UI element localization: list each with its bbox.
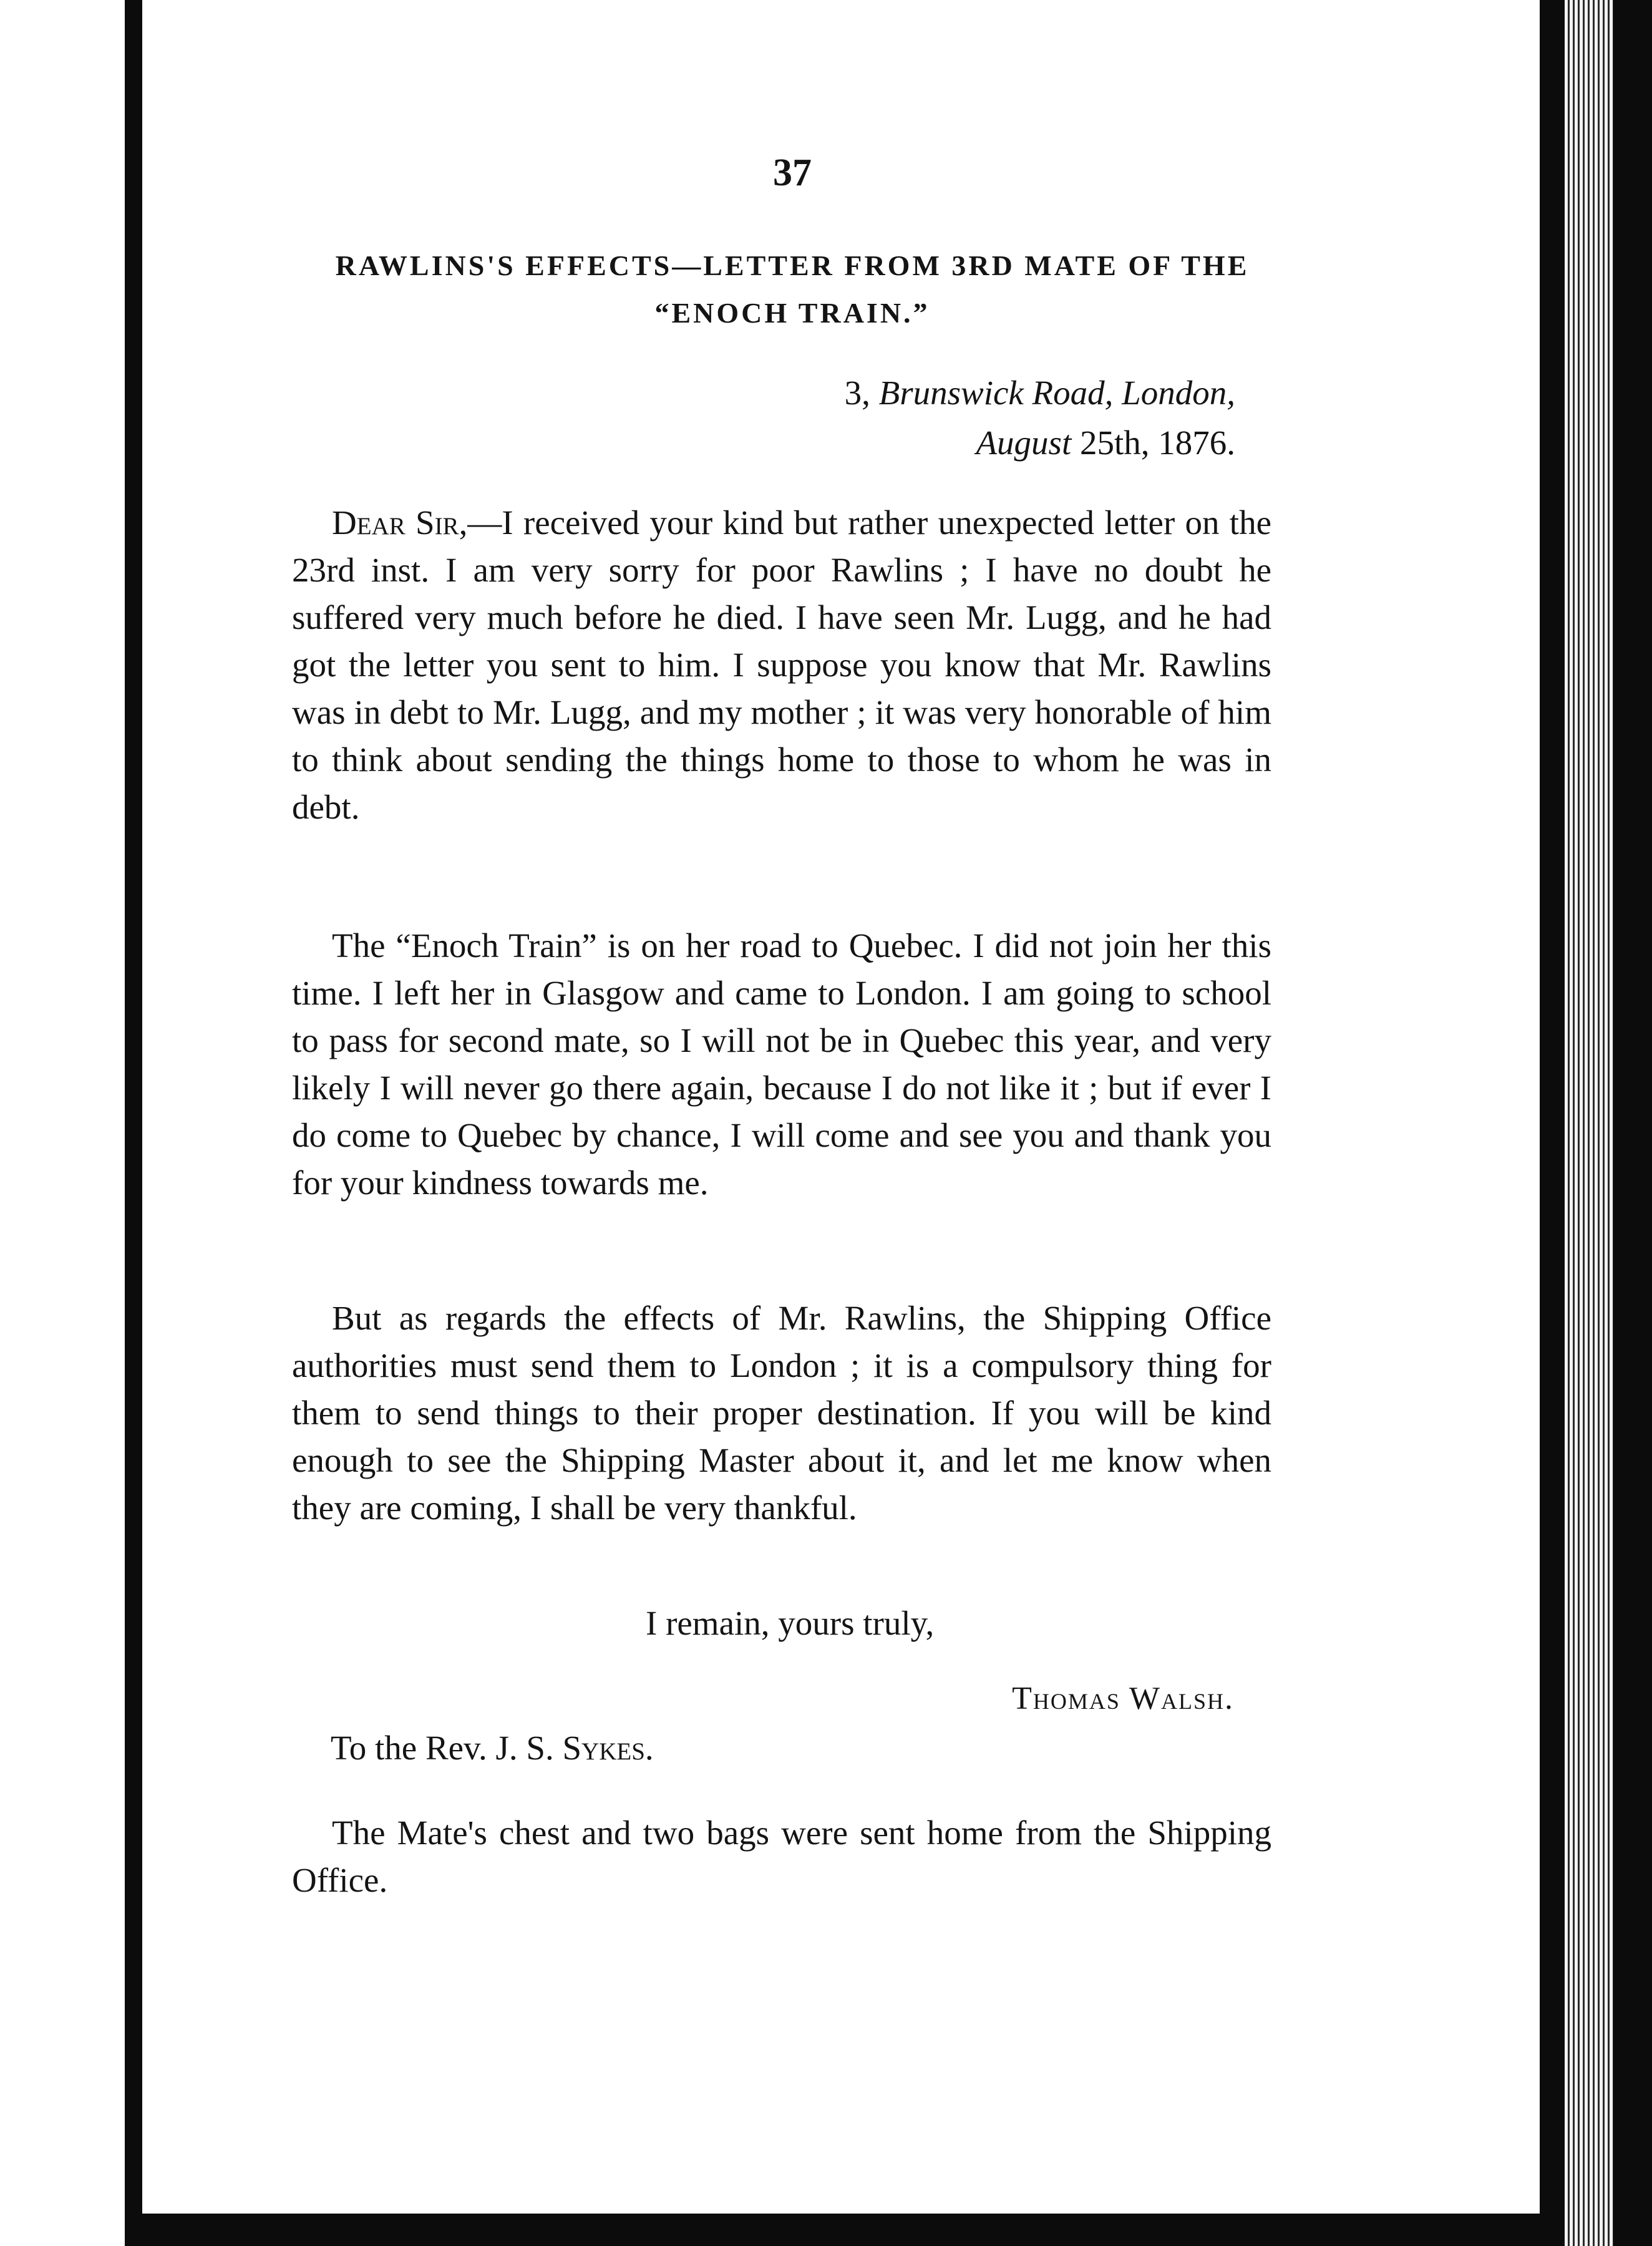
letter-paragraph-3: But as regards the effects of Mr. Rawlins, the Shipping Office authorities must send them to London ; it is a compulsory thing for them to send things to their proper destination. If you will be kind enough to see the Shipping Master about it, and let me know when they are coming, I shall be very thankful. <box>292 1299 1271 1527</box>
page-number: 37 <box>773 152 812 194</box>
letter-paragraph-1 <box>292 499 1271 831</box>
letter-address <box>736 368 1235 468</box>
salutation: Dear Sir, <box>332 503 468 542</box>
letter-signature: Thomas Walsh. <box>1012 1681 1234 1716</box>
book-bottom-edge <box>142 2214 1540 2246</box>
chapter-title-line-2: “ENOCH TRAIN.” <box>654 297 930 329</box>
chapter-title-line-1: RAWLINS'S EFFECTS—LETTER FROM 3RD MATE OF THE <box>335 250 1250 281</box>
letter-recipient <box>331 1728 654 1767</box>
date-day: 25th, <box>1079 424 1159 462</box>
postscript-paragraph: The Mate's chest and two bags were sent home from the Shipping Office. <box>292 1814 1271 1899</box>
letter-paragraph-2: The “Enoch Train” is on her road to Quebec. I did not join her this time. I left her in Glasgow and came to London. I am going to school to pass for second mate, so I will not be in Quebec this year, and very likely I will never go there again, because I do not like it ; but if ever I do come to Quebec by chance, I will come and see you and thank you for your kindness towards me. <box>292 926 1271 1202</box>
paragraph-1-text: —I received your kind but rather unexpected letter on the 23rd inst. I am very sorry for poor Rawlins ; I have no doubt he suffered very much before he died. I have seen Mr. Lugg, and he had got the letter you sent to him. I suppose you know that Mr. Rawlins was in debt to Mr. Lugg, and my mother ; it was very honorable of him to think about sending the things home to those to whom he was in debt. <box>292 503 1271 826</box>
date-line <box>736 418 1235 468</box>
book-binding-edge <box>125 0 142 2246</box>
address-street: Brunswick Road, London, <box>878 374 1235 412</box>
page-stack-edge <box>1565 0 1613 2246</box>
address-line <box>736 368 1235 418</box>
chapter-title <box>293 242 1291 337</box>
date-month: August <box>976 424 1080 462</box>
letter-closing: I remain, yours truly, <box>646 1604 935 1642</box>
date-year: 1876. <box>1158 424 1235 462</box>
scan-left-margin <box>0 0 125 2246</box>
address-number: 3, <box>844 374 879 412</box>
recipient-name: Sykes. <box>562 1729 654 1767</box>
recipient-prefix: To the Rev. J. S. <box>331 1729 563 1767</box>
